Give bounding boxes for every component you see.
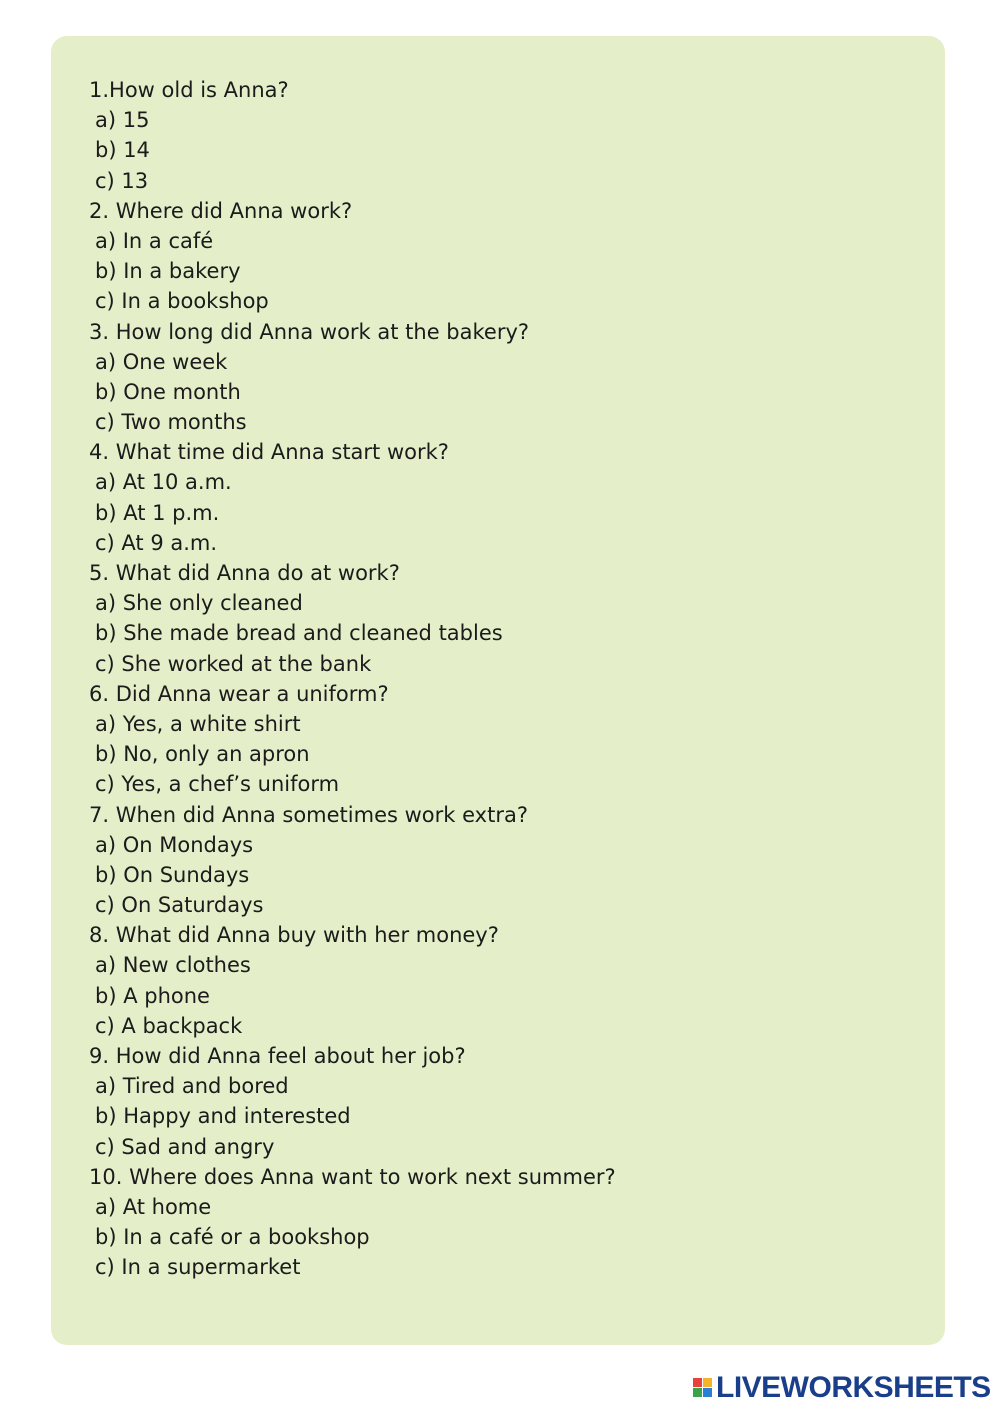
answer-option: c) Sad and angry (95, 1134, 275, 1159)
answer-option: c) On Saturdays (95, 893, 264, 918)
question-text: 8. What did Anna buy with her money? (89, 923, 499, 948)
question-block (89, 196, 909, 317)
question-text: 10. Where does Anna want to work next summer? (89, 1164, 616, 1189)
question-block (89, 1041, 909, 1162)
answer-option: b) In a bakery (95, 259, 241, 284)
answer-option: b) She made bread and cleaned tables (95, 621, 503, 646)
answer-option: b) One month (95, 379, 241, 404)
question-text: 6. Did Anna wear a uniform? (89, 681, 389, 706)
logo-square (693, 1378, 702, 1387)
answer-option: a) At 10 a.m. (95, 470, 232, 495)
brand-text: LIVEWORKSHEETS (716, 1371, 991, 1404)
logo-square (693, 1388, 702, 1397)
question-block (89, 437, 909, 558)
liveworksheets-logo-icon (693, 1378, 713, 1398)
answer-option: b) At 1 p.m. (95, 500, 220, 525)
answer-option: c) At 9 a.m. (95, 530, 218, 555)
answer-option: b) 14 (95, 138, 150, 163)
answer-option: a) On Mondays (95, 832, 254, 857)
answer-option: a) At home (95, 1194, 212, 1219)
question-block (89, 679, 909, 800)
answer-option: b) A phone (95, 983, 210, 1008)
question-block (89, 800, 909, 921)
question-text: 3. How long did Anna work at the bakery? (89, 319, 530, 344)
question-text: 9. How did Anna feel about her job? (89, 1044, 466, 1068)
question-block (89, 1162, 909, 1283)
answer-option: c) A backpack (95, 1013, 243, 1038)
question-text: 1.How old is Anna? (89, 78, 289, 102)
question-block (89, 920, 909, 1041)
question-block (89, 75, 909, 196)
answer-option: b) No, only an apron (95, 742, 310, 767)
logo-square (703, 1388, 712, 1397)
answer-option: b) In a café or a bookshop (95, 1225, 370, 1250)
answer-option: b) On Sundays (95, 862, 250, 887)
answer-option: a) One week (95, 349, 228, 374)
question-text: 7. When did Anna sometimes work extra? (89, 802, 528, 827)
answer-option: a) She only cleaned (95, 591, 303, 616)
answer-option: c) Yes, a chef’s uniform (95, 772, 340, 797)
answer-option: a) Yes, a white shirt (95, 711, 301, 736)
logo-square (703, 1378, 712, 1387)
answer-option: c) In a supermarket (95, 1255, 301, 1280)
question-list (89, 75, 909, 1283)
answer-option: c) Two months (95, 410, 247, 435)
answer-option: c) 13 (95, 168, 149, 193)
answer-option: a) In a café (95, 228, 214, 253)
answer-option: b) Happy and interested (95, 1104, 351, 1129)
question-text: 5. What did Anna do at work? (89, 561, 400, 585)
answer-option: c) She worked at the bank (95, 651, 372, 676)
answer-option: a) 15 (95, 108, 150, 133)
answer-option: c) In a bookshop (95, 289, 269, 314)
question-block (89, 558, 909, 679)
answer-option: a) New clothes (95, 953, 251, 978)
question-text: 4. What time did Anna start work? (89, 440, 449, 465)
question-block (89, 317, 909, 438)
question-text: 2. Where did Anna work? (89, 198, 353, 223)
answer-option: a) Tired and bored (95, 1074, 289, 1099)
liveworksheets-brand[interactable] (693, 1371, 991, 1405)
